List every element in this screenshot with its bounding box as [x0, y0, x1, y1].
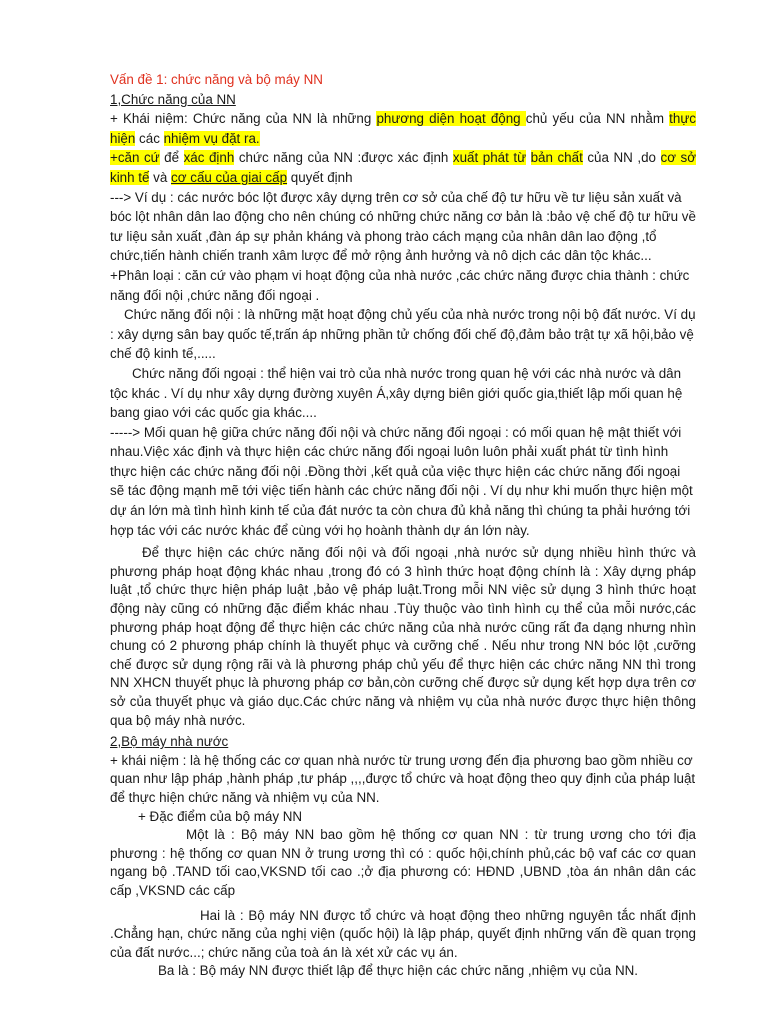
paragraph-vi-du: ---> Ví dụ : các nước bóc lột được xây dựng trên cơ sở của chế độ tư hữu về tư liệu sản xuất và bóc lột nhân dân lao động cho nên chúng có những chức năng cơ bản là :bảo vệ chế độ tư hữu về tư liệu sản xuất ,đàn áp sự phản kháng và phong trào cách mạng của nhân dân lao động ,tổ chức,tiến hành chiến tranh xâm lược để mở rộng ảnh hưởng và nô dịch các dân tộc khác...	[110, 189, 696, 264]
highlight-span: xuất phát từ	[452, 150, 527, 166]
highlight-span: bản chất	[530, 150, 583, 166]
paragraph-khai-niem-bo-may: + khái niệm : là hệ thống các cơ quan nhà nước từ trung ương đến địa phương bao gồm nhiều cơ quan như lập pháp ,hành pháp ,tư pháp ,,,,được tổ chức và hoạt động theo quy định của pháp luật để thực hiện chức năng và nhiệm vụ của NN.	[110, 752, 696, 805]
highlight-span: xác định	[183, 150, 235, 166]
paragraph-doi-ngoai: Chức năng đối ngoại : thể hiện vai trò của nhà nước trong quan hệ với các nhà nước và dân tộc khác . Ví dụ như xây dựng đường xuyên Á,xây dựng biên giới quốc gia,thiết lập mối quan hệ bang giao với các quốc gia khác....	[110, 365, 683, 421]
text-span: quyết định	[287, 169, 353, 185]
paragraph-ba-la: Ba là : Bộ máy NN được thiết lập để thực hiện các chức năng ,nhiệm vụ của NN.	[158, 963, 639, 979]
text-span: + Khái niệm: Chức năng của NN là những	[110, 111, 377, 127]
text-span: của NN ,do	[582, 150, 661, 166]
highlight-span: thực hiện	[110, 111, 696, 146]
paragraph-hinh-thuc: Để thực hiện các chức năng đối nội và đối ngoại ,nhà nước sử dụng nhiều hình thức và phương pháp hoạt động khác nhau ,trong đó có 3 hình thức hoạt động chính là : Xây dựng pháp luật ,tổ chức thực hiện pháp luật ,bảo vệ pháp luật.Trong mỗi NN việc sử dụng 3 hình thức hoạt động này cũng có những đặc điểm khác nhau .Tùy thuộc vào tình hình cụ thể của mỗi nước,các phương pháp hoạt động để thực hiện các chức năng của nhà nước cũng rất đa dạng nhưng nhìn chung có 2 phương pháp chính là thuyết phục và cưỡng chế . Nếu như trong NN bóc lột ,cưỡng chế được sử dụng rộng rãi và là phương pháp chủ yếu để thực hiện các chức năng NN thì trong NN XHCN thuyết phục là phương pháp cơ bản,còn cưỡng chế được sử dụng kết hợp dựa trên cơ sở của thuyết phục và giáo dục.Các chức năng và nhiệm vụ của nhà nước được thực hiện thông qua bộ máy nhà nước.	[110, 545, 696, 728]
text-span	[526, 150, 531, 165]
section-heading-chuc-nang: 1,Chức năng của NN	[110, 91, 236, 107]
text-span: chủ yếu của NN nhằm	[525, 111, 670, 127]
paragraph-moi-quan-he: -----> Mối quan hệ giữa chức năng đối nội và chức năng đối ngoại : có mối quan hệ mật thiết với nhau.Việc xác định và thực hiện các chức năng đối ngoại luôn luôn phải xuất phát từ tình hình thực hiện các chức năng đối nội .Đồng thời ,kết quả của việc thực hiện các chức năng đối ngoại sẽ tác động mạnh mẽ tới việc tiến hành các chức năng đối nội . Ví dụ như khi muốn thực hiện một dự án lớn mà tình hình kinh tế của đát nước ta còn chưa đủ khả năng thì chúng ta phải hướng tới hợp tác với các nước khác để cùng với họ hoành thành dự án lớn này.	[110, 424, 693, 538]
paragraph-dac-diem: + Đặc điểm của bộ máy NN	[138, 808, 303, 824]
paragraph-doi-noi: Chức năng đối nội : là những mặt hoạt động chủ yếu của nhà nước trong nội bộ đất nước. Ví dụ : xây dựng sân bay quốc tế,trấn áp những phần tử chống đối chế độ,đảm bảo trật tự xã hội,bảo vệ chế độ kinh tế,.....	[110, 307, 696, 362]
section-heading-bo-may: 2,Bộ máy nhà nước	[110, 734, 229, 750]
paragraph-phan-loai: +Phân loại : căn cứ vào phạm vi hoạt động của nhà nước ,các chức năng được chia thành : chức năng đối nội ,chức năng đối ngoại .	[110, 267, 690, 303]
text-span: chức năng của NN :được xác định	[234, 150, 453, 166]
highlight-span: cơ sở kinh tế	[110, 150, 697, 185]
highlight-span: cơ cấu của giai cấp	[171, 169, 288, 185]
highlight-span: phương diện hoạt động	[376, 111, 526, 127]
text-span: để	[159, 150, 184, 166]
paragraph-hai-la: Hai là : Bộ máy NN được tổ chức và hoạt động theo những nguyên tắc nhất định .Chẳng hạn, chức năng của nghị viện (quốc hội) là lập pháp, quyết định những vấn đề quan trọng của đất nước...; chức năng của toà án là xét xử các vụ án.	[110, 907, 696, 960]
paragraph-khai-niem	[110, 109, 696, 148]
highlight-span: nhiệm vụ đặt ra.	[163, 130, 260, 146]
text-span: các	[135, 130, 164, 146]
paragraph-mot-la: Một là : Bộ máy NN bao gồm hệ thống cơ quan NN : từ trung ương cho tới địa phương : hệ thống cơ quan NN ở trung ương thì có : quốc hội,chính phủ,các bộ vaf các cơ quan ngang bộ .TAND tối cao,VKSND tối cao .;ở địa phương có: HĐND ,UBND ,tòa án nhân dân các cấp ,VKSND các cấp	[110, 827, 696, 898]
document-title: Vấn đề 1: chức năng và bộ máy NN	[110, 72, 323, 87]
text-span: và	[149, 169, 172, 185]
highlight-span: +căn cứ	[110, 150, 160, 166]
paragraph-can-cu	[110, 148, 696, 187]
